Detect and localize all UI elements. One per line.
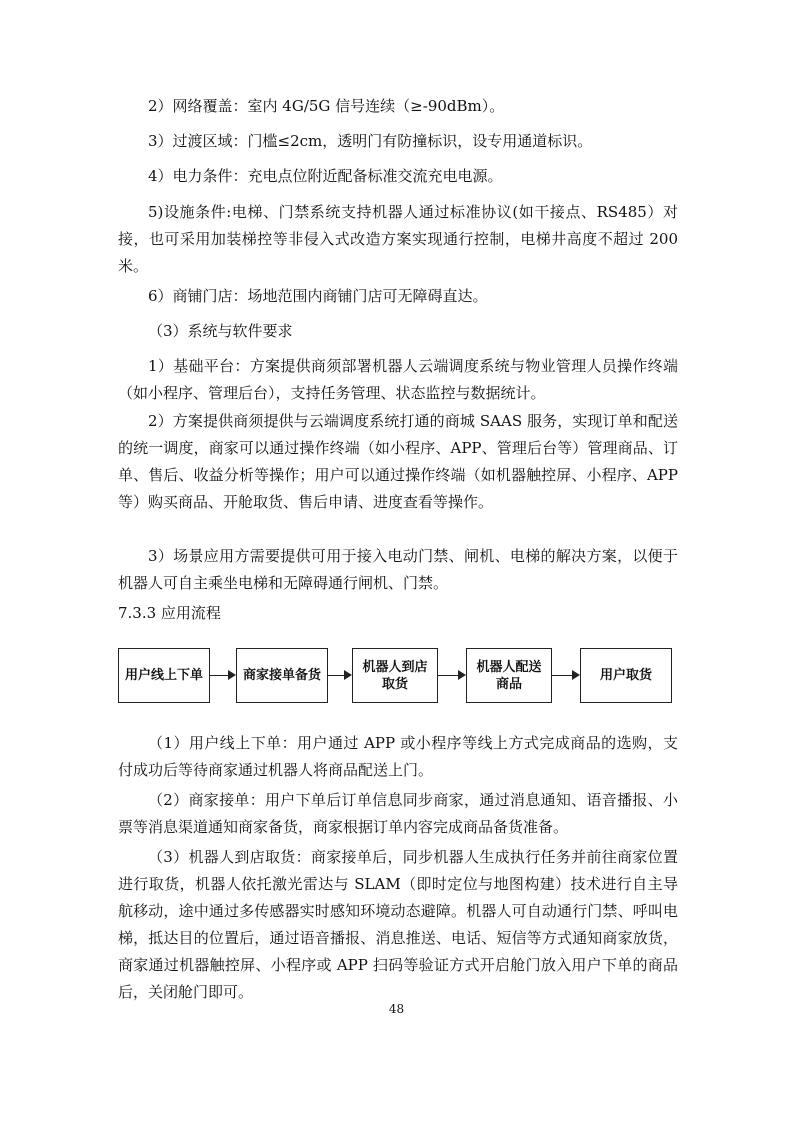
- flow-arrow: [438, 675, 464, 676]
- flow-step-receive: 用户取货: [580, 648, 672, 703]
- paragraph-facilities: 5)设施条件:电梯、门禁系统支持机器人通过标准协议(如干接点、RS485）对接，也可采用加装梯控等非侵入式改造方案实现通行控制，电梯井高度不超过 200 米。: [118, 203, 678, 275]
- flow-arrow: [328, 675, 350, 676]
- paragraph-platform: 1）基础平台：方案提供商须部署机器人云端调度系统与物业管理人员操作终端（如小程序、管理后台），支持任务管理、状态监控与数据统计。: [118, 357, 678, 402]
- flow-arrow: [210, 675, 234, 676]
- paragraph-network: 2）网络覆盖：室内 4G/5G 信号连续（≥-90dBm）。: [148, 97, 505, 115]
- paragraph-transition: 3）过渡区域：门槛≤2cm，透明门有防撞标识，设专用通道标识。: [148, 132, 593, 150]
- subsection-heading: （3）系统与软件要求: [148, 322, 293, 340]
- section-heading: 7.3.3 应用流程: [118, 604, 221, 622]
- paragraph-shops: 6）商铺门店：场地范围内商铺门店可无障碍直达。: [148, 287, 488, 305]
- flow-step-merchant: 商家接单备货: [236, 648, 328, 703]
- paragraph-power: 4）电力条件：充电点位附近配备标准交流充电电源。: [148, 167, 503, 185]
- flow-step-delivery: 机器人配送商品: [466, 648, 552, 703]
- paragraph-user-order: （1）用户线上下单：用户通过 APP 或小程序等线上方式完成商品的选购，支付成功后等待商家通过机器人将商品配送上门。: [118, 734, 678, 779]
- page-number: 48: [388, 1002, 405, 1016]
- flow-arrow: [552, 675, 578, 676]
- paragraph-merchant-accept: （2）商家接单：用户下单后订单信息同步商家，通过消息通知、语音播报、小票等消息渠道通知商家备货，商家根据订单内容完成商品备货准备。: [118, 791, 678, 836]
- flow-step-order: 用户线上下单: [118, 648, 210, 703]
- paragraph-saas: 2）方案提供商须提供与云端调度系统打通的商城 SAAS 服务，实现订单和配送的统一调度，商家可以通过操作终端（如小程序、APP、管理后台等）管理商品、订单、售后、收益分析等操作；用户可以通过操作终端（如机器触控屏、小程序、APP 等）购买商品、开舱取货、售后申请、进度查看等操作。: [118, 412, 678, 511]
- paragraph-access: 3）场景应用方需要提供可用于接入电动门禁、闸机、电梯的解决方案，以便于机器人可自主乘坐电梯和无障碍通行闸机、门禁。: [118, 547, 678, 592]
- paragraph-robot-pickup: （3）机器人到店取货：商家接单后，同步机器人生成执行任务并前往商家位置进行取货，机器人依托激光雷达与 SLAM（即时定位与地图构建）技术进行自主导航移动，途中通过多传感器实时感知环境动态避障。机器人可自动通行门禁、呼叫电梯，抵达目的位置后，通过语音播报、消息推送、电话、短信等方式通知商家放货，商家通过机器触控屏、小程序或 APP 扫码等验证方式开启舱门放入用户下单的商品后，关闭舱门即可。: [118, 848, 678, 1001]
- flow-step-pickup: 机器人到店取货: [352, 648, 438, 703]
